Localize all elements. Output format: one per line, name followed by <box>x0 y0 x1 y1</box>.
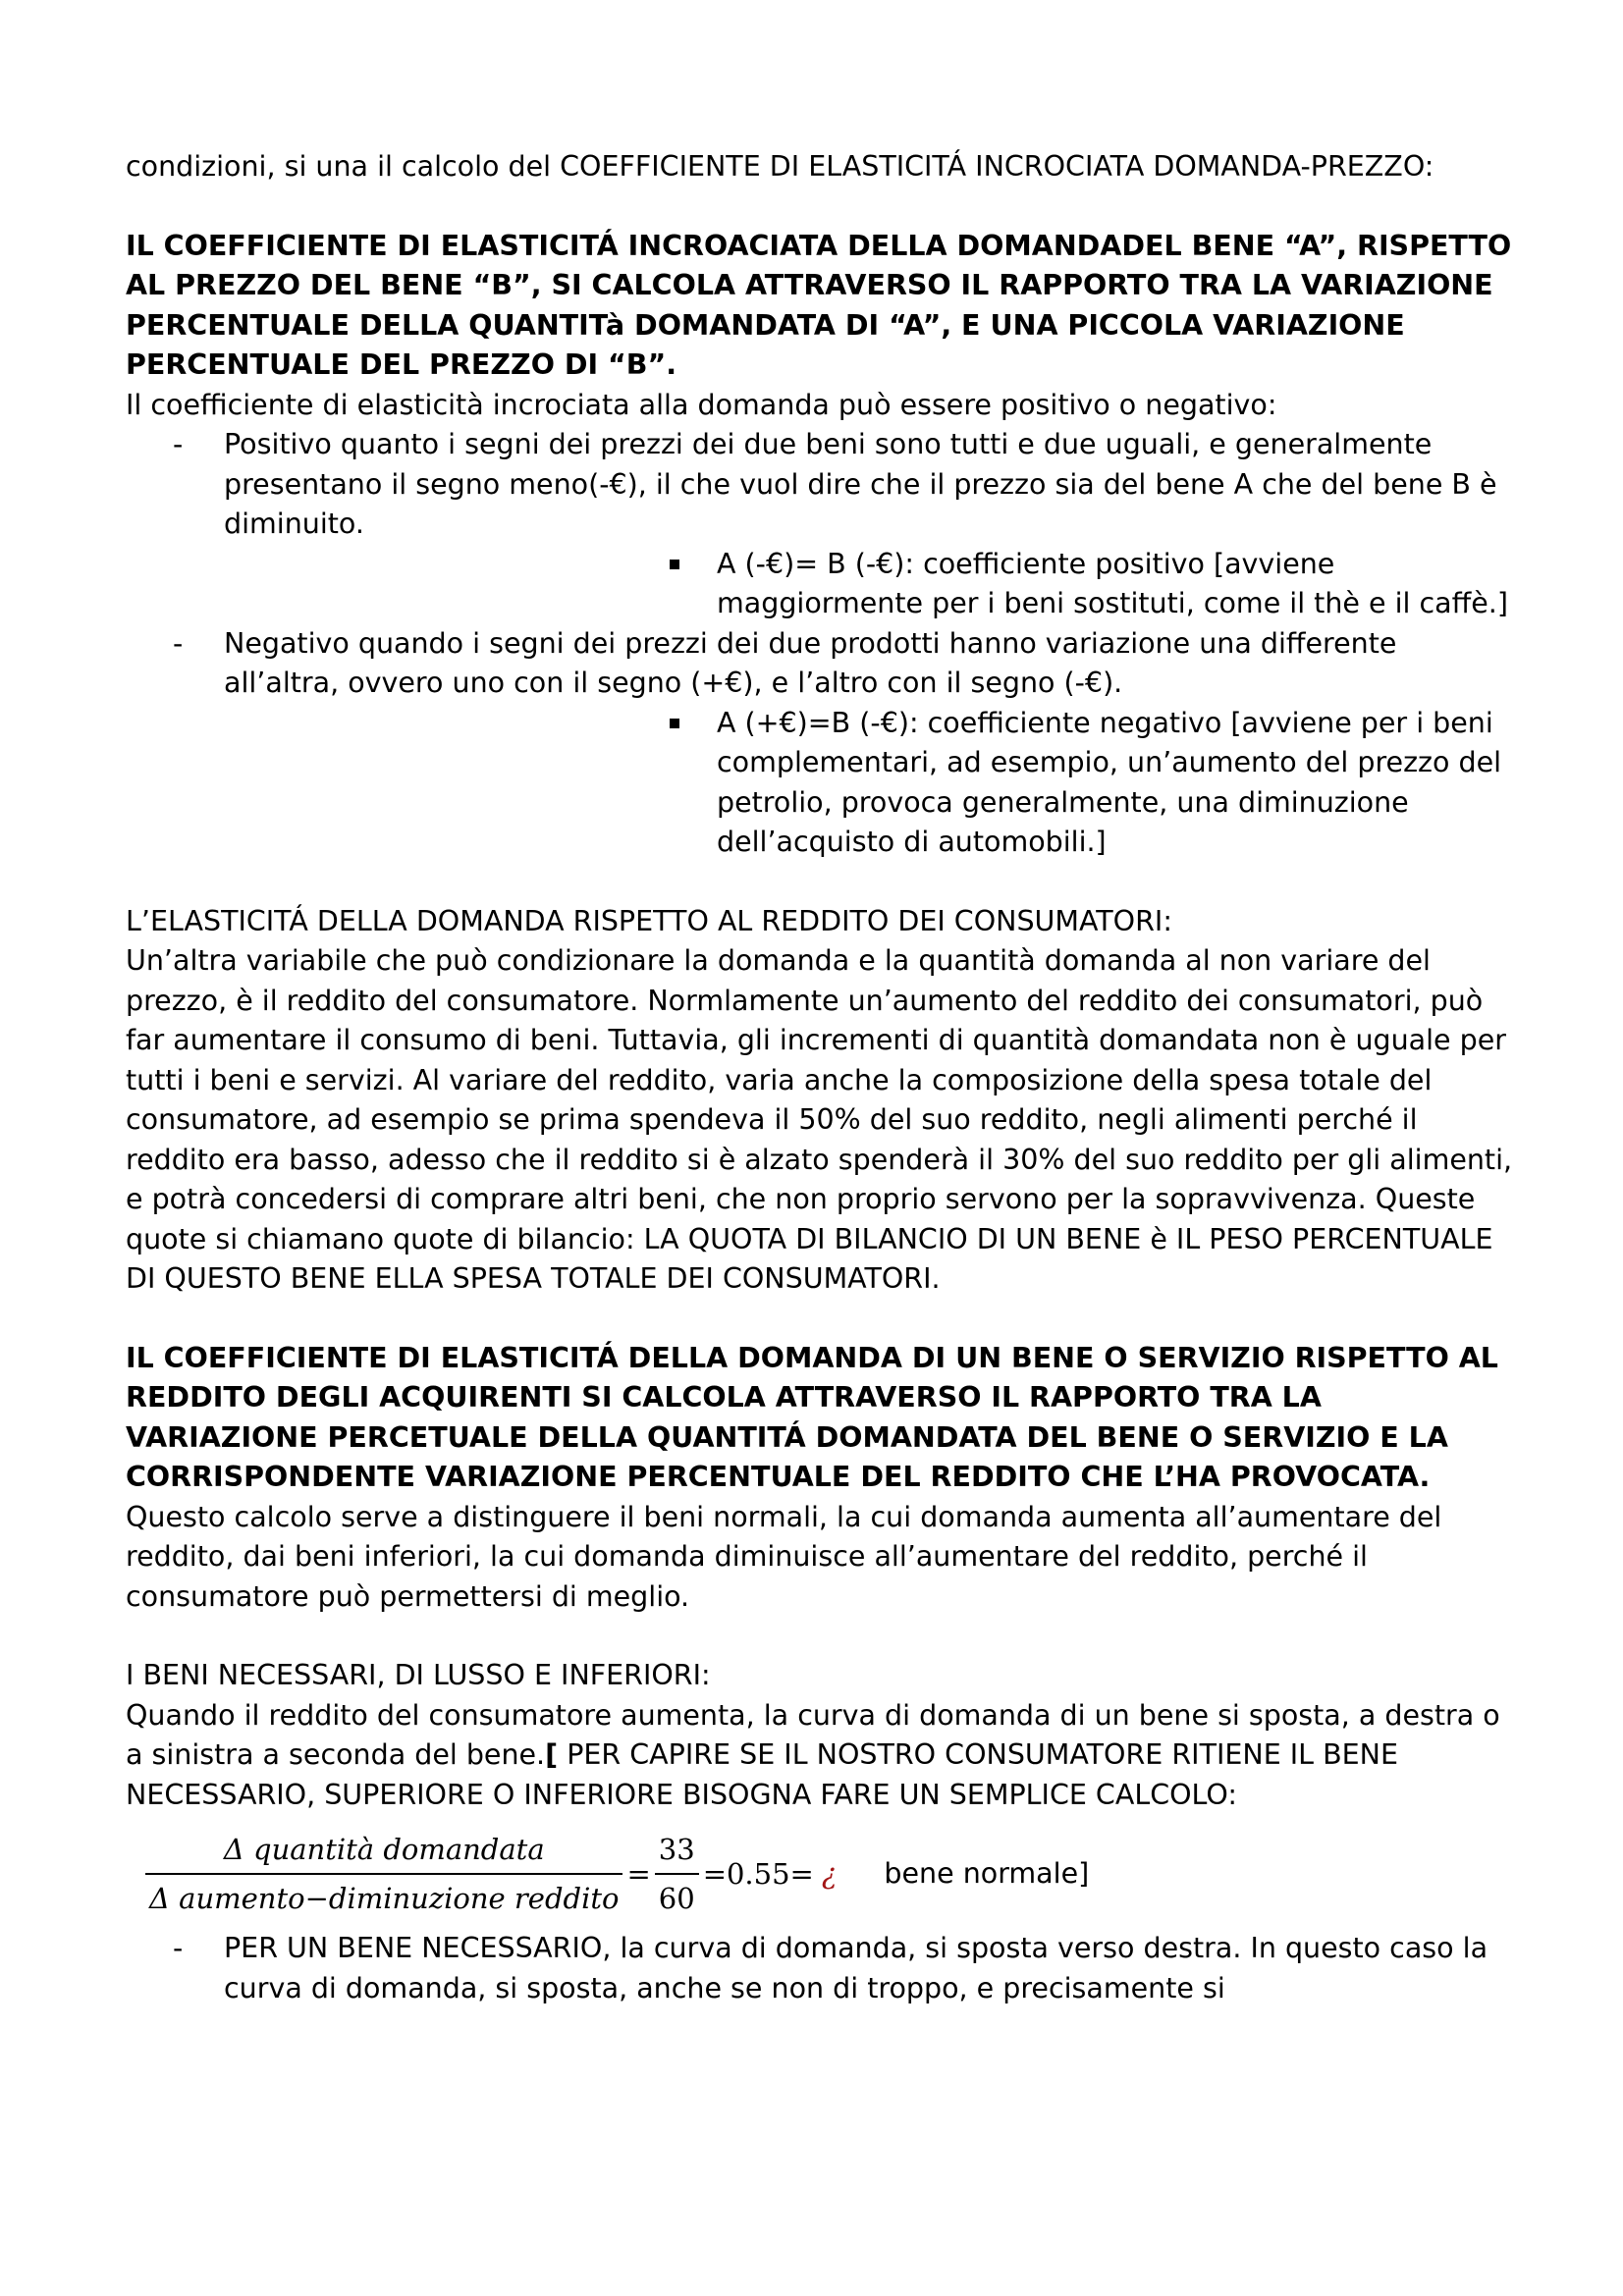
paragraph-text: PER CAPIRE SE IL NOSTRO CONSUMATORE RITIENE IL BENE NECESSARIO, SUPERIORE O INFERIORE BISOGNA FARE UN SEMPLICE CALCOLO: <box>126 1738 1399 1811</box>
dash-list-item <box>126 425 1520 545</box>
list-item-text: PER UN BENE NECESSARIO, la curva di domanda, si sposta verso destra. In questo caso la curva di domanda, si sposta, anche se non di troppo, e precisamente si <box>224 1932 1488 2004</box>
formula-answer: ¿ <box>821 1856 838 1891</box>
spacer <box>126 863 1520 902</box>
document-body <box>126 147 1520 2008</box>
paragraph-text: Quando il reddito del consumatore aumenta, la curva di domanda di un bene si sposta, a destra o a sinistra a seconda del bene. <box>126 1698 1500 1771</box>
paragraph: Un’altra variabile che può condizionare la domanda e la quantità domanda al non variare del prezzo, è il reddito del consumatore. Normlamente un’aumento del reddito dei consumatori, può far aumentare il consumo di beni. Tuttavia, gli incrementi di quantità domandata non è uguale per tutti i beni e servizi. Al variare del reddito, varia anche la composizione della spesa totale del consumatore, ad esempio se prima spendeva il 50% del suo reddito, negli alimenti perché il reddito era basso, adesso che il reddito si è alzato spenderà il 30% del suo reddito per gli alimenti, e potrà concedersi di comprare altri beni, che non proprio servono per la sopravvivenza. Queste quote si chiamano quote di bilancio: LA QUOTA DI BILANCIO DI UN BENE è IL PESO PERCENTUALE DI QUESTO BENE ELLA SPESA TOTALE DEI CONSUMATORI. <box>126 944 1513 1295</box>
spacer <box>126 187 1520 227</box>
paragraph <box>126 1696 1520 1816</box>
square-bullet-icon <box>670 719 679 728</box>
section-heading: I BENI NECESSARI, DI LUSSO E INFERIORI: <box>126 1659 711 1691</box>
spacer <box>126 1300 1520 1339</box>
formula-label: bene normale] <box>884 1856 1090 1890</box>
paragraph: condizioni, si una il calcolo del COEFFICIENTE DI ELASTICITÁ INCROCIATA DOMANDA-PREZZO: <box>126 150 1434 183</box>
square-bullet-icon <box>670 560 679 569</box>
fraction-numerator: Δ quantità domandata <box>223 1832 545 1866</box>
list-item-text: A (+€)=B (-€): coefficiente negativo [avviene per i beni complementari, ad esempio, un’aumento del prezzo del petrolio, provoca generalmente, una diminuzione dell’acquisto di automobili.] <box>717 706 1502 858</box>
formula <box>145 1821 1520 1927</box>
dash-bullet: - <box>173 626 184 660</box>
list-item-text: Positivo quanto i segni dei prezzi dei due beni sono tutti e due uguali, e generalmente presentano il segno meno(-€), il che vuol dire che il prezzo sia del bene A che del bene B è diminuito. <box>224 428 1497 540</box>
list-item-text: Negativo quando i segni dei prezzi dei due prodotti hanno variazione una differente all’altra, ovvero uno con il segno (+€), e l’altro con il segno (-€). <box>224 626 1397 699</box>
fraction-denominator: Δ aumento−diminuzione reddito <box>145 1873 622 1919</box>
dash-bullet: - <box>173 428 184 460</box>
dash-list-item <box>126 624 1520 704</box>
bold-definition: IL COEFFICIENTE DI ELASTICITÁ INCROACIATA DELLA DOMANDADEL BENE “A”, RISPETTO AL PREZZO DEL BENE “B”, SI CALCOLA ATTRAVERSO IL RAPPORTO TRA LA VARIAZIONE PERCENTUALE DELLA QUANTITà DOMANDATA DI “A”, E UNA PICCOLA VARIAZIONE PERCENTUALE DEL PREZZO DI “B”. <box>126 229 1512 381</box>
paragraph: Il coefficiente di elasticità incrociata alla domanda può essere positivo o negativo: <box>126 388 1277 421</box>
list-item-text: A (-€)= B (-€): coefficiente positivo [avviene maggiormente per i beni sostituti, come il thè e il caffè.] <box>717 547 1508 619</box>
dash-list-item <box>126 1929 1520 2008</box>
fraction-numerator: 33 <box>658 1832 695 1866</box>
equals-sign: = <box>626 1856 651 1891</box>
result-value: =0.55= <box>702 1856 814 1891</box>
fraction-denominator: 60 <box>655 1873 699 1919</box>
fraction-values <box>655 1830 699 1919</box>
section-heading: L’ELASTICITÁ DELLA DOMANDA RISPETTO AL REDDITO DEI CONSUMATORI: <box>126 904 1172 937</box>
bold-definition: IL COEFFICIENTE DI ELASTICITÁ DELLA DOMANDA DI UN BENE O SERVIZIO RISPETTO AL REDDITO DEGLI ACQUIRENTI SI CALCOLA ATTRAVERSO IL RAPPORTO TRA LA VARIAZIONE PERCETUALE DELLA QUANTITÁ DOMANDATA DEL BENE O SERVIZIO E LA CORRISPONDENTE VARIAZIONE PERCENTUALE DEL REDDITO CHE L’HA PROVOCATA. <box>126 1341 1498 1493</box>
square-list-item <box>126 704 1520 863</box>
paragraph: Questo calcolo serve a distinguere il beni normali, la cui domanda aumenta all’aumentare del reddito, dai beni inferiori, la cui domanda diminuisce all’aumentare del reddito, perché il consumatore può permettersi di meglio. <box>126 1500 1442 1613</box>
bracket: [ <box>545 1738 559 1771</box>
fraction-main <box>145 1830 622 1919</box>
square-list-item <box>126 545 1520 624</box>
spacer <box>126 1617 1520 1656</box>
dash-bullet: - <box>173 1932 184 1964</box>
